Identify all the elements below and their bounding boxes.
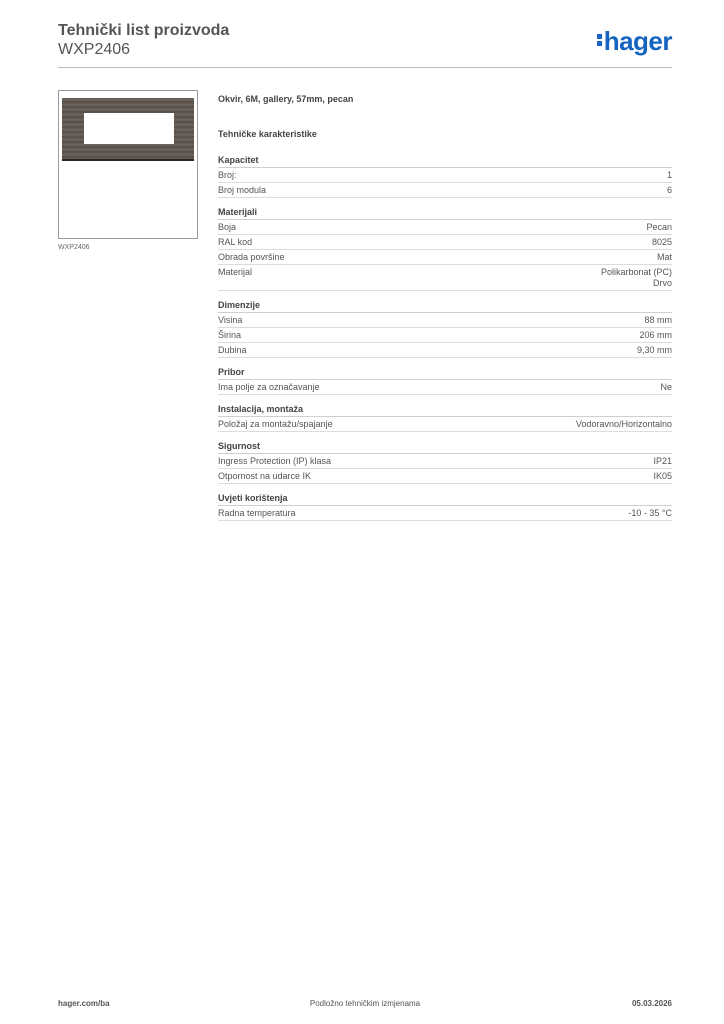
product-name: Okvir, 6M, gallery, 57mm, pecan (218, 94, 354, 104)
spec-value: 206 mm (639, 330, 672, 340)
footer-notice: Podložno tehničkim izmjenama (309, 999, 421, 1008)
spec-value: Mat (656, 252, 672, 262)
spec-label: Ingress Protection (IP) klasa (218, 456, 332, 466)
frame-opening (84, 113, 174, 144)
spec-label: Broj modula (218, 185, 267, 195)
product-code: WXP2406 (58, 41, 131, 58)
image-caption: WXP2406 (58, 244, 90, 251)
product-image (58, 90, 198, 239)
spec-label: Broj: (218, 170, 237, 180)
spec-value: IK05 (653, 471, 672, 481)
spec-row (218, 235, 672, 250)
spec-group-kapacitet (218, 155, 672, 198)
spec-row (218, 454, 672, 469)
spec-group-uvjeti (218, 493, 672, 521)
spec-label: Radna temperatura (218, 508, 296, 518)
frame-illustration (62, 98, 194, 161)
spec-label: Visina (218, 315, 243, 325)
spec-row (218, 343, 672, 358)
spec-value: 9,30 mm (636, 345, 672, 355)
spec-row (218, 183, 672, 198)
spec-value: 88 mm (644, 315, 672, 325)
spec-group-materijali (218, 207, 672, 291)
group-title: Instalacija, montaža (218, 404, 672, 417)
group-title: Uvjeti korištenja (218, 493, 672, 506)
spec-group-dimenzije (218, 300, 672, 358)
specifications (218, 94, 672, 530)
spec-row (218, 220, 672, 235)
spec-row (218, 469, 672, 484)
spec-value: 1 (666, 170, 672, 180)
logo-dots-icon (597, 32, 602, 48)
spec-value: 6 (666, 185, 672, 195)
group-title: Pribor (218, 367, 672, 380)
spec-label: Obrada površine (218, 252, 285, 262)
spec-row (218, 380, 672, 395)
spec-group-instalacija (218, 404, 672, 432)
header-divider (58, 67, 672, 68)
spec-value: Pecan (646, 222, 672, 232)
spec-row (218, 168, 672, 183)
spec-value: -10 - 35 °C (628, 508, 672, 518)
spec-group-pribor (218, 367, 672, 395)
footer-date: 05.03.2026 (631, 999, 672, 1008)
group-title: Materijali (218, 207, 672, 220)
logo-text: hager (603, 26, 672, 56)
spec-row (218, 417, 672, 432)
spec-row (218, 328, 672, 343)
footer-website: hager.com/ba (58, 999, 110, 1008)
spec-label: Dubina (218, 345, 247, 355)
spec-row (218, 250, 672, 265)
spec-value: Ne (660, 382, 672, 392)
spec-label: Ima polje za označavanje (218, 382, 320, 392)
spec-heading: Tehničke karakteristike (218, 129, 317, 139)
spec-value: Vodoravno/Horizontalno (575, 419, 672, 429)
spec-label: Otpornost na udarce IK (218, 471, 312, 481)
spec-value: IP21 (653, 456, 672, 466)
spec-value: Polikarbonat (PC) Drvo (600, 267, 672, 288)
document-title: Tehnički list proizvoda (58, 22, 230, 39)
spec-label: Boja (218, 222, 237, 232)
spec-row (218, 313, 672, 328)
spec-value: 8025 (651, 237, 672, 247)
group-title: Dimenzije (218, 300, 672, 313)
group-title: Sigurnost (218, 441, 672, 454)
page-header (58, 21, 672, 67)
hager-logo (597, 26, 672, 57)
spec-label: Širina (218, 330, 242, 340)
spec-row (218, 265, 672, 291)
spec-label: Položaj za montažu/spajanje (218, 419, 333, 429)
spec-group-sigurnost (218, 441, 672, 484)
spec-label: RAL kod (218, 237, 253, 247)
spec-label: Materijal (218, 267, 253, 277)
group-title: Kapacitet (218, 155, 672, 168)
spec-row (218, 506, 672, 521)
